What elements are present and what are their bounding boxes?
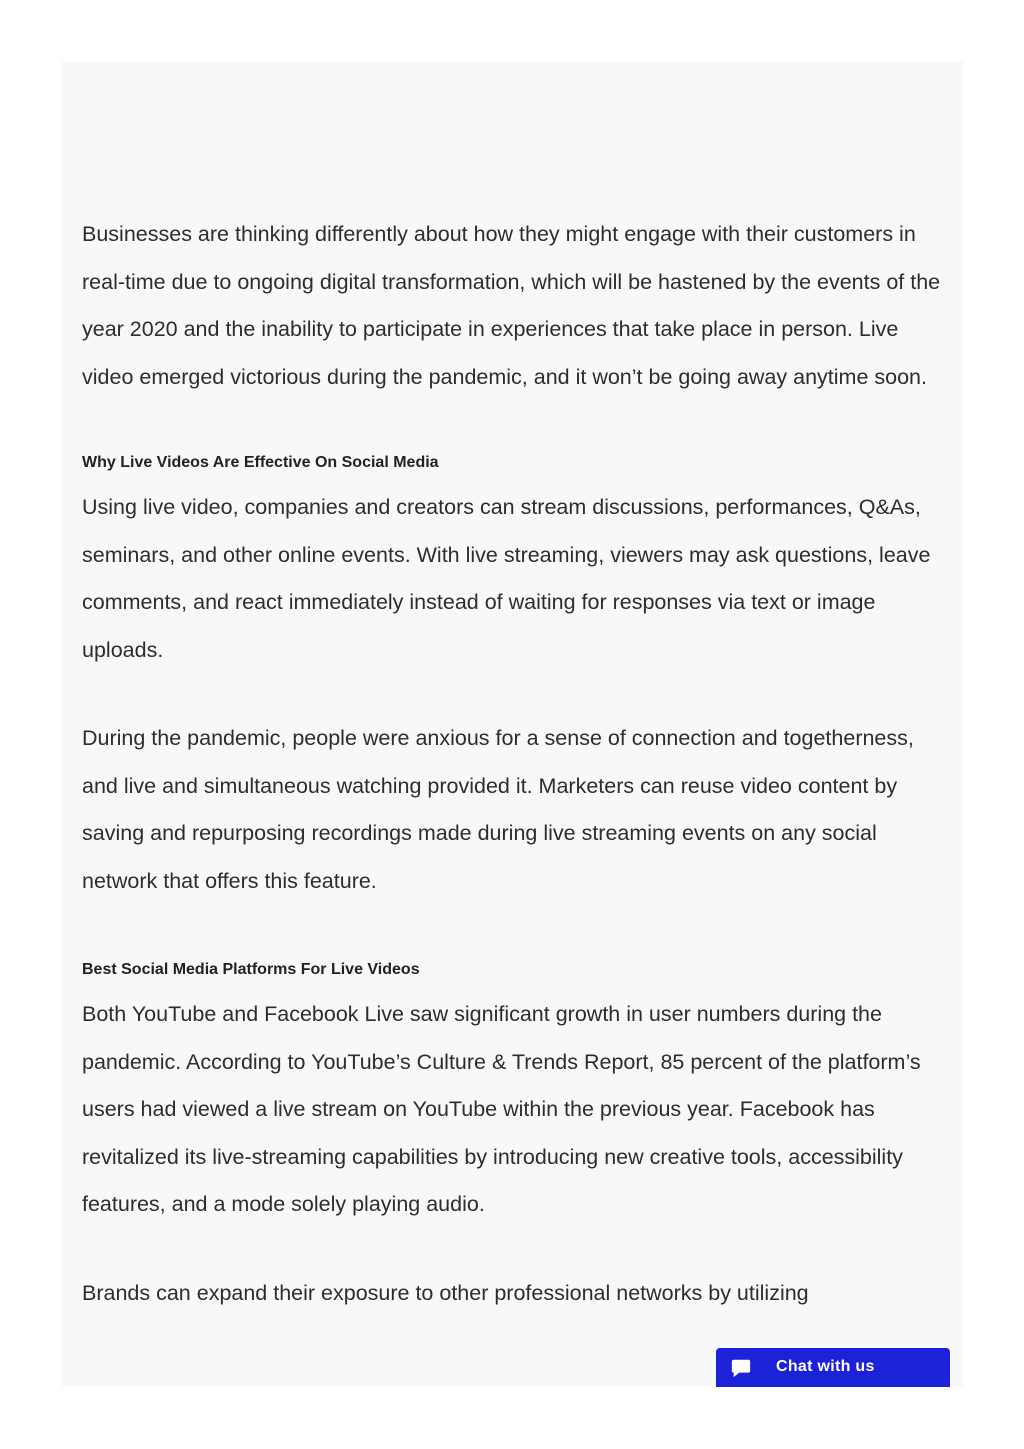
article-card (62, 61, 963, 1387)
chat-label: Chat with us (776, 1358, 875, 1375)
chat-bubble-icon (730, 1357, 752, 1379)
section2-paragraph-2: Brands can expand their exposure to other professional networks by utilizing (82, 1280, 809, 1305)
section-heading-why-live-videos: Why Live Videos Are Effective On Social Media (82, 454, 439, 471)
section1-paragraph-2: During the pandemic, people were anxious for a sense of connection and togetherness, and live and simultaneous watching provided it. Marketers can reuse video content by saving and repurposing recordings made during live streaming events on any social network that offers this feature. (82, 726, 914, 893)
intro-paragraph: Businesses are thinking differently about how they might engage with their customers in real-time due to ongoing digital transformation, which will be hastened by the events of the year 2020 and the inability to participate in experiences that take place in person. Live video emerged victorious during the pandemic, and it won’t be going away anytime soon. (82, 222, 941, 389)
section1-paragraph-1: Using live video, companies and creators can stream discussions, performances, Q&As, seminars, and other online events. With live streaming, viewers may ask questions, leave comments, and react immediately instead of waiting for responses via text or image uploads. (82, 495, 931, 662)
section-heading-best-platforms: Best Social Media Platforms For Live Videos (82, 961, 420, 978)
article-body (82, 211, 952, 1317)
section2-paragraph-1: Both YouTube and Facebook Live saw significant growth in user numbers during the pandemic. According to YouTube’s Culture & Trends Report, 85 percent of the platform’s users had viewed a live stream on YouTube within the previous year. Facebook has revitalized its live-streaming capabilities by introducing new creative tools, accessibility features, and a mode solely playing audio. (82, 1002, 921, 1216)
chat-with-us-button[interactable] (716, 1348, 950, 1387)
